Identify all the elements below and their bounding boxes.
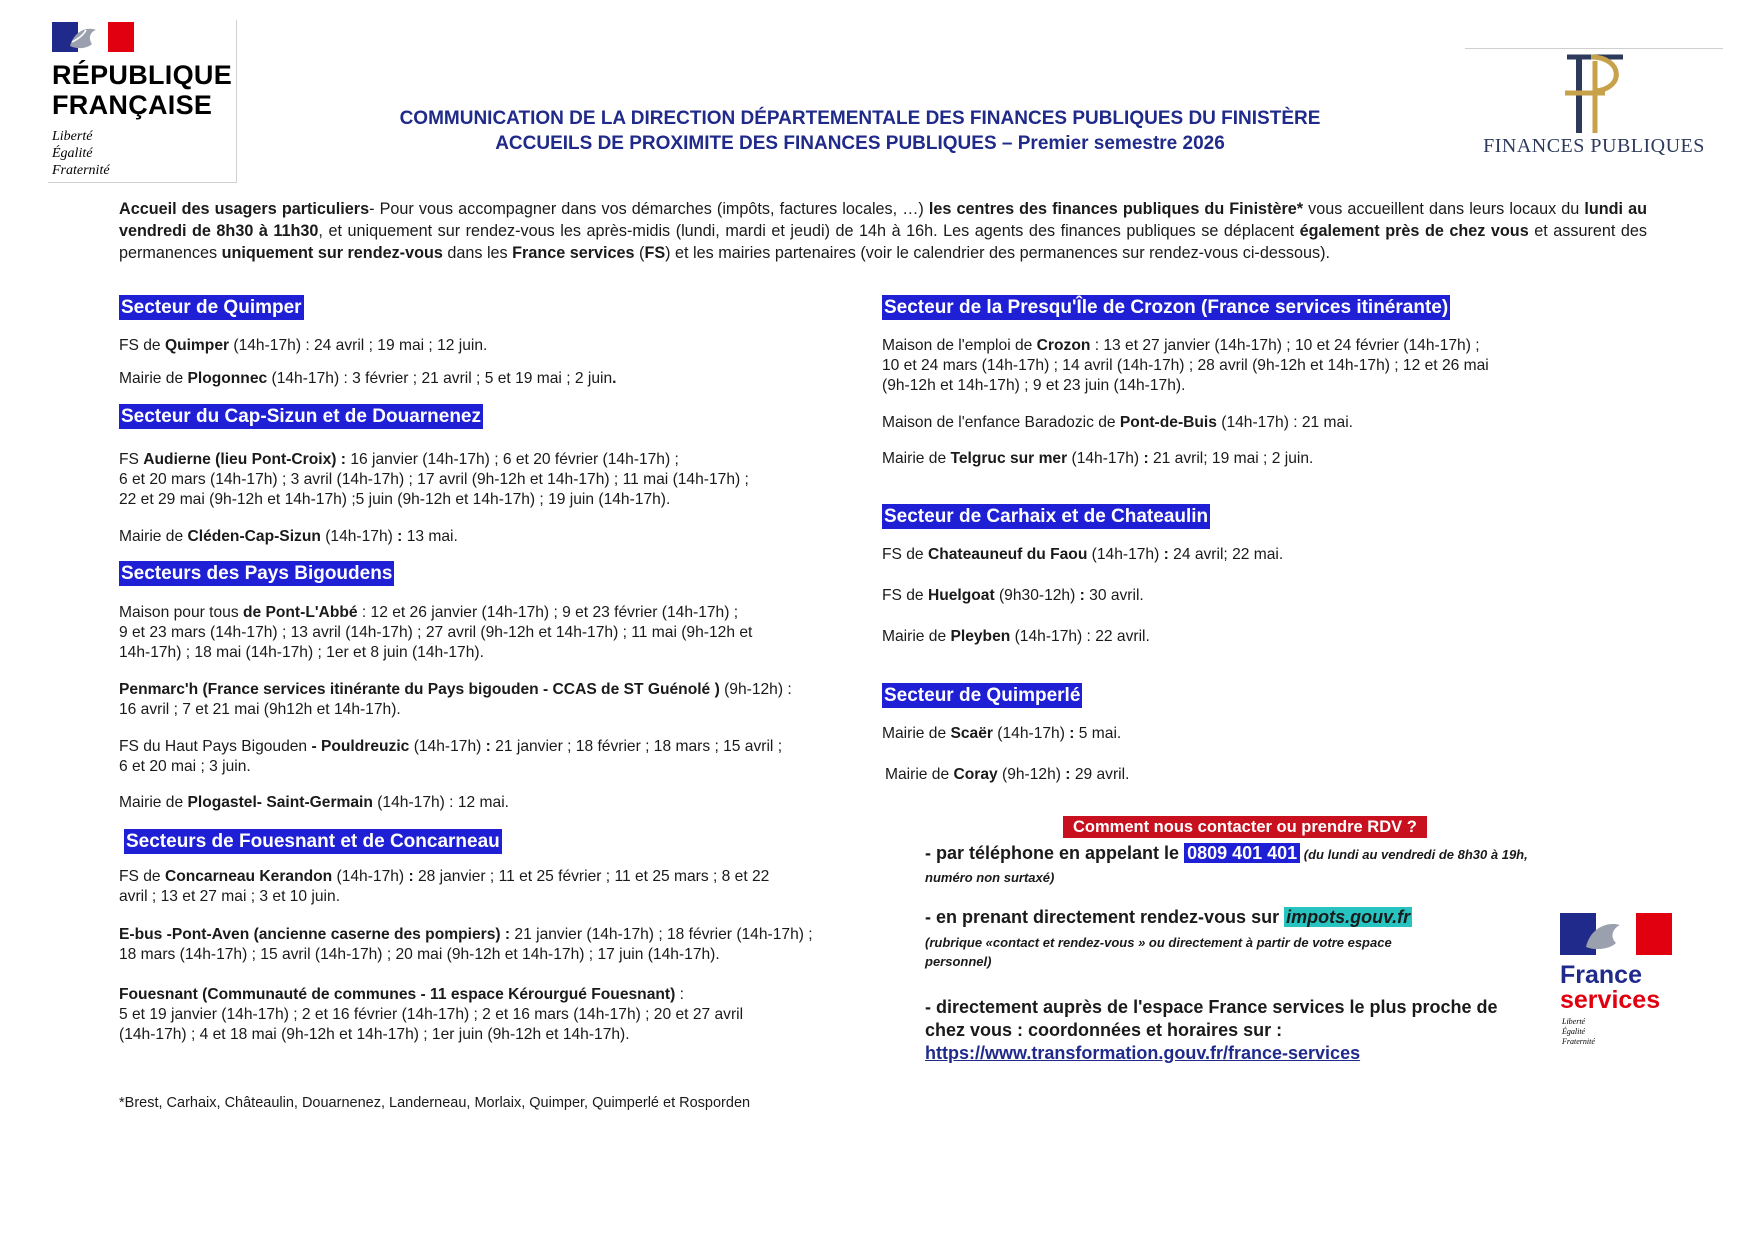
fs-motto-egalite: Égalité [1562,1027,1586,1036]
schedule-entry [882,545,1283,565]
fs-line2: services [1560,986,1661,1014]
section-heading: Secteurs de Fouesnant et de Concarneau [126,831,500,852]
entry-location: Scaër [950,725,993,742]
entry-text: (14h-17h) [1087,546,1164,563]
entry-text: (9h30-12h) [994,587,1080,604]
title-line-2: ACCUEILS DE PROXIMITE DES FINANCES PUBLIQUES – Premier semestre 2026 [495,133,1225,154]
schedule-entry [119,369,617,389]
entry-text: FS de [882,587,928,604]
entry-text: (14h-17h) [320,528,398,545]
schedule-entry [119,925,813,965]
schedule-entry [882,586,1144,606]
entry-location: Audierne (lieu Pont-Croix) : [143,451,346,468]
schedule-entry [119,450,749,510]
finances-publiques-fp-icon [1561,49,1631,135]
intro-part: ( [634,244,645,262]
intro-part: , et uniquement sur rendez-vous les après-midis (lundi, mardi et jeudi) de 14h à 16h. Les agents des finances publiques se déplacent [318,222,1300,240]
contact-title: Comment nous contacter ou prendre RDV ? [1063,816,1427,838]
fs-motto-fraternite: Fraternité [1562,1037,1595,1046]
entry-text: (14h-17h) [332,868,409,885]
entry-text: 18 mars (14h-17h) ; 15 avril (14h-17h) ; 20 mai (9h-12h et 14h-17h) ; 17 juin (14h-17h). [119,946,720,963]
entry-location: Chateauneuf du Faou [927,546,1088,563]
entry-text: 24 avril; 22 mai. [1168,546,1284,563]
contact-box [925,816,1670,1086]
section-pays-bigoudens [119,561,394,586]
entry-location: Huelgoat [927,587,995,604]
entry-text: (9h-12h et 14h-17h) ; 9 et 23 juin (14h-17h). [882,377,1186,394]
entry-text: (14h-17h) [409,738,486,755]
entry-text: : [1079,587,1085,604]
entry-text: 21 janvier (14h-17h) ; 18 février (14h-17h) ; [510,926,813,943]
entry-location: Pleyben [950,628,1011,645]
marianne-flag-icon [52,22,134,52]
entry-location: Plogastel- Saint-Germain [187,794,373,811]
entry-text: Mairie de [119,794,188,811]
rf-motto [52,128,110,179]
page-title [330,106,1390,156]
entry-text: 30 avril. [1084,587,1144,604]
section-heading: Secteurs des Pays Bigoudens [121,563,393,584]
entry-text: 6 et 20 mai ; 3 juin. [119,758,251,775]
entry-text: : [1163,546,1169,563]
entry-text: Mairie de [882,450,951,467]
intro-part: les centres des finances publiques du Finistère* [928,200,1304,218]
entry-location: Telgruc sur mer [950,450,1068,467]
schedule-entry [882,627,1150,647]
entry-text: : [485,738,491,755]
entry-text: Maison pour tous [119,604,243,621]
entry-text: Mairie de [119,370,188,387]
section-fouesnant-concarneau [124,829,502,854]
entry-text: : [675,986,684,1003]
schedule-entry [119,680,792,720]
france-services-flag-icon [1560,913,1672,955]
entry-location: Quimper [164,337,230,354]
schedule-entry [882,336,1489,396]
entry-text: Maison de l'emploi de [882,337,1037,354]
title-line-1: COMMUNICATION DE LA DIRECTION DÉPARTEMENTALE DES FINANCES PUBLIQUES DU FINISTÈRE [399,108,1321,129]
contact-phone [925,842,1528,866]
intro-part: lundi au vendredi de 8h30 à 11h30 [119,200,1647,240]
entry-location: Concarneau Kerandon [164,868,333,885]
entry-text: (14h-17h) : 12 mai. [372,794,509,811]
schedule-entry [882,413,1353,433]
entry-text: FS [119,451,144,468]
entry-text: (14h-17h) ; 4 et 18 mai (9h-12h et 14h-17h) ; 1er juin (9h-12h et 14h-17h). [119,1026,630,1043]
entry-text: Mairie de [119,528,188,545]
entry-text: (9h-12h) : [719,681,792,698]
schedule-entry [882,449,1313,469]
entry-text: : [1069,725,1075,742]
entry-text: . [612,370,617,387]
entry-text: 9 et 23 mars (14h-17h) ; 13 avril (14h-17h) ; 27 avril (9h-12h et 14h-17h) ; 11 mai (9h-12h et [119,624,753,641]
entry-text: : [397,528,403,545]
entry-text: 28 janvier ; 11 et 25 février ; 11 et 25 mars ; 8 et 22 [413,868,770,885]
contact-text: - par téléphone en appelant le [925,843,1185,863]
entry-text: (14h-17h) [992,725,1070,742]
entry-text: (9h-12h) [997,766,1066,783]
fs-motto-liberte: Liberté [1562,1017,1586,1026]
schedule-entry [885,765,1129,785]
intro-part: - Pour vous accompagner dans vos démarches (impôts, factures locales, …) [369,200,929,218]
schedule-entry [119,867,769,907]
entry-location: E-bus -Pont-Aven (ancienne caserne des pompiers) : [119,926,511,943]
entry-text: (14h-17h) : 22 avril. [1010,628,1150,645]
entry-text: : [408,868,414,885]
entry-location: Pont-de-Buis [1119,414,1217,431]
rf-line1: RÉPUBLIQUE [52,60,233,90]
entry-location: Cléden-Cap-Sizun [187,528,321,545]
entry-location: Crozon [1036,337,1091,354]
section-quimper [119,295,304,320]
entry-location: Coray [953,766,998,783]
entry-text: Maison de l'enfance Baradozic de [882,414,1120,431]
finances-publiques-wordmark: FINANCES PUBLIQUES [1483,135,1705,157]
schedule-entry [119,737,782,777]
contact-text: - en prenant directement rendez-vous sur [925,907,1285,927]
contact-note: (rubrique «contact et rendez-vous » ou directement à partir de votre espace [925,935,1392,950]
france-services-link[interactable]: https://www.transformation.gouv.fr/france-services [925,1043,1361,1063]
section-cap-sizun [119,404,483,429]
entry-text: 16 avril ; 7 et 21 mai (9h12h et 14h-17h). [119,701,401,718]
entry-text: 6 et 20 mars (14h-17h) ; 3 avril (14h-17h) ; 17 avril (9h-12h et 14h-17h) ; 11 mai (14h-17h) ; [119,471,749,488]
impots-gouv-link[interactable]: impots.gouv.fr [1286,907,1411,927]
france-services-wordmark [1560,963,1660,1013]
schedule-entry [119,985,743,1045]
section-heading: Secteur de Quimper [121,297,302,318]
intro-part: France services [512,244,635,262]
rf-line2: FRANÇAISE [52,90,213,120]
entry-text: : [1065,766,1071,783]
entry-text: 22 et 29 mai (9h-12h et 14h-17h) ;5 juin (9h-12h et 14h-17h) ; 19 juin (14h-17h). [119,491,671,508]
phone-number[interactable]: 0809 401 401 [1184,843,1300,863]
intro-part: et assurent des permanences [119,222,1647,262]
entry-text: Mairie de [885,766,954,783]
intro-part: ) et les mairies partenaires (voir le calendrier des permanences sur rendez-vous ci-dessous). [665,244,1331,262]
entry-location: Penmarc'h (France services itinérante du Pays bigouden - CCAS de ST Guénolé ) [119,681,720,698]
entry-text: : 13 et 27 janvier (14h-17h) ; 10 et 24 février (14h-17h) ; [1090,337,1480,354]
section-quimperle [882,683,1082,708]
intro-part: uniquement sur rendez-vous [221,244,443,262]
entry-text: (14h-17h) : 3 février ; 21 avril ; 5 et 19 mai ; 2 juin [267,370,613,387]
rf-motto-egalite: Égalité [52,146,93,161]
entry-text: 5 et 19 janvier (14h-17h) ; 2 et 16 février (14h-17h) ; 2 et 16 mars (14h-17h) ; 20 et 27 avril [119,1006,744,1023]
intro-part: Accueil des usagers particuliers [119,200,370,218]
intro-part: FS [644,244,666,262]
entry-text: 14h-17h) ; 18 mai (14h-17h) ; 1er et 8 juin (14h-17h). [119,644,484,661]
entry-text: FS de [119,868,165,885]
contact-text: (du lundi au vendredi de 8h30 à 19h, [1300,847,1528,862]
contact-note: personnel) [925,954,992,969]
entry-location: Plogonnec [187,370,268,387]
republique-francaise-wordmark [52,60,232,120]
schedule-entry [119,336,487,356]
entry-text: 13 mai. [402,528,458,545]
fs-motto [1562,1017,1595,1047]
entry-location: de Pont-L'Abbé [242,604,358,621]
entry-text: 16 janvier (14h-17h) ; 6 et 20 février (14h-17h) ; [345,451,679,468]
section-heading: Secteur du Cap-Sizun et de Douarnenez [121,406,481,427]
finances-publiques-logo [1465,48,1723,169]
entry-text: FS de [882,546,928,563]
intro-part: vous accueillent dans leurs locaux du [1303,200,1585,218]
entry-text: Mairie de [882,725,951,742]
intro-part: également près de chez vous [1299,222,1529,240]
entry-text: avril ; 13 et 27 mai ; 3 et 10 juin. [119,888,341,905]
entry-text: 21 janvier ; 18 février ; 18 mars ; 15 avril ; [490,738,783,755]
republique-francaise-logo [48,20,237,183]
schedule-entry [882,724,1121,744]
entry-text: 21 avril; 19 mai ; 2 juin. [1148,450,1314,467]
entry-text: : [1143,450,1149,467]
entry-location: - Pouldreuzic [311,738,410,755]
rf-motto-liberte: Liberté [52,129,93,144]
entry-text: (14h-17h) : 21 mai. [1216,414,1354,431]
entry-text: FS du Haut Pays Bigouden [119,738,312,755]
intro-part: dans les [442,244,513,262]
section-heading: Secteur de la Presqu'Île de Crozon (France services itinérante) [884,297,1449,318]
france-services-logo [1560,913,1672,1053]
intro-paragraph [119,198,1647,264]
section-crozon [882,295,1450,320]
section-heading: Secteur de Quimperlé [884,685,1081,706]
contact-france-services: - directement auprès de l'espace France services le plus proche de [925,997,1498,1017]
entry-text: Mairie de [882,628,951,645]
entry-text: FS de [119,337,165,354]
footnote: *Brest, Carhaix, Châteaulin, Douarnenez, Landerneau, Morlaix, Quimper, Quimperlé et Rosporden [119,1095,751,1111]
entry-location: Fouesnant (Communauté de communes - 11 espace Kérourgué Fouesnant) [119,986,676,1003]
section-heading: Secteur de Carhaix et de Chateaulin [884,506,1209,527]
entry-text: (14h-17h) [1067,450,1144,467]
rf-motto-fraternite: Fraternité [52,163,110,178]
schedule-entry [119,603,752,663]
schedule-entry [119,527,458,547]
entry-text: 29 avril. [1070,766,1130,783]
schedule-entry [119,793,509,813]
entry-text: 5 mai. [1074,725,1122,742]
contact-web [925,906,1412,929]
section-carhaix-chateaulin [882,504,1210,529]
contact-france-services: chez vous : coordonnées et horaires sur : [925,1020,1283,1040]
entry-text: (14h-17h) : 24 avril ; 19 mai ; 12 juin. [229,337,488,354]
entry-text: 10 et 24 mars (14h-17h) ; 14 avril (14h-17h) ; 28 avril (9h-12h et 14h-17h) ; 12 et 26 mai [882,357,1489,374]
entry-text: : 12 et 26 janvier (14h-17h) ; 9 et 23 février (14h-17h) ; [357,604,739,621]
contact-note: numéro non surtaxé) [925,870,1055,885]
fs-line1: France [1560,961,1642,989]
